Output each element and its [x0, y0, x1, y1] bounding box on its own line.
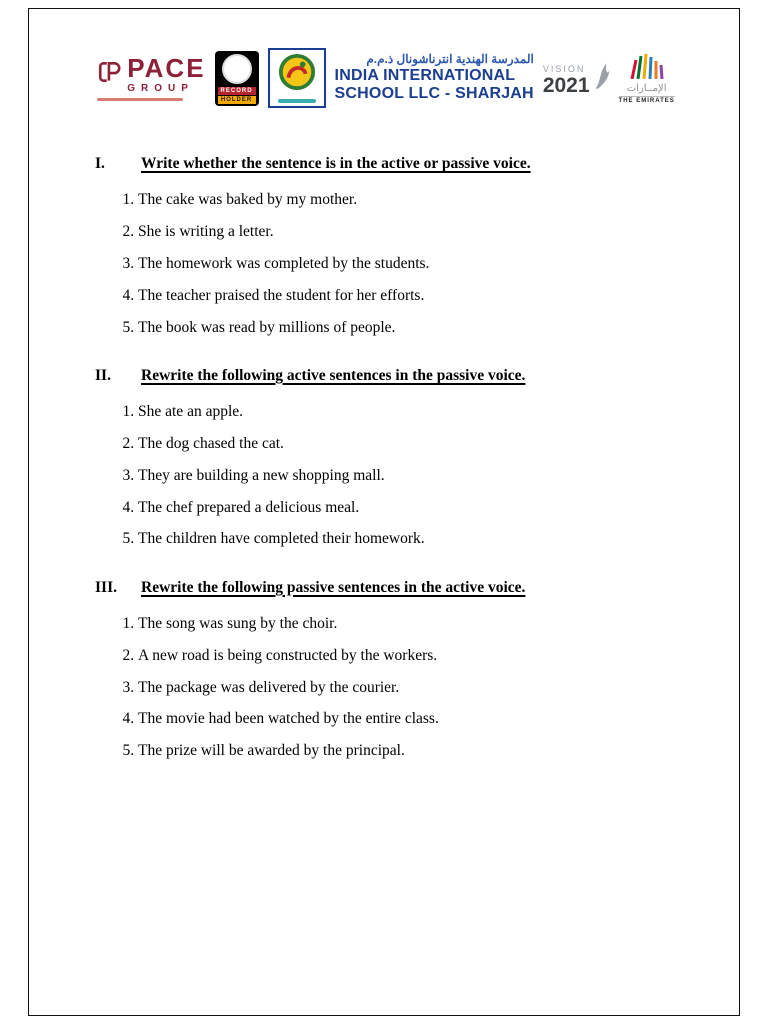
sentence-item: [138, 678, 709, 697]
sentence-item: [138, 254, 709, 273]
vision-year: 2021: [542, 73, 590, 97]
sentence-text: The dog chased the cat.: [138, 434, 284, 452]
sentence-text: The package was delivered by the courier.: [138, 678, 400, 696]
sentence-text: The prize will be awarded by the principal.: [138, 742, 405, 760]
emirates-bars-icon: [625, 53, 669, 83]
sentence-text: The book was read by millions of people.: [138, 318, 396, 336]
guinness-emblem-icon: [222, 54, 252, 84]
school-emblem-icon: [278, 53, 316, 96]
school-name-block: [335, 53, 534, 103]
section-active-passive-identify: [63, 155, 709, 337]
sentence-item: [138, 222, 709, 241]
section-title: Rewrite the following passive sentences in the active voice.: [141, 578, 526, 596]
sentence-item: [138, 646, 709, 665]
document-header: [63, 45, 709, 111]
section-numeral: II.: [95, 366, 111, 384]
sentence-item: [138, 741, 709, 760]
vision-label: VISION: [542, 63, 586, 74]
section-numeral: III.: [95, 578, 117, 596]
sentence-item: [138, 318, 709, 337]
section-active-to-passive: [63, 367, 709, 549]
sentence-text: The movie had been watched by the entire class.: [138, 710, 439, 728]
pace-logo-icon: [97, 59, 123, 90]
sentence-item: [138, 190, 709, 209]
vision-2021-logo: [543, 61, 610, 96]
pace-group-wordmark: GROUP: [127, 83, 194, 94]
sentence-text: They are building a new shopping mall.: [138, 466, 385, 484]
school-emblem-tagline: [278, 99, 316, 103]
sentence-item: [138, 286, 709, 305]
sentence-list: [63, 402, 709, 549]
falcon-icon: [592, 61, 610, 96]
sentence-list: [63, 190, 709, 337]
pace-wordmark: PACE: [127, 53, 206, 83]
sentence-text: The chef prepared a delicious meal.: [138, 498, 360, 516]
sentence-text: The homework was completed by the students.: [138, 254, 430, 272]
section-heading: [95, 367, 709, 385]
school-name-arabic: المدرسة الهندية انترناشونال ذ.م.م: [366, 51, 534, 66]
section-heading: [95, 155, 709, 173]
sentence-item: [138, 498, 709, 517]
worksheet-content: [63, 155, 709, 761]
sentence-text: The teacher praised the student for her efforts.: [138, 286, 425, 304]
school-name-line2: SCHOOL LLC - SHARJAH: [334, 85, 534, 103]
uae-emirates-logo: [619, 53, 675, 104]
guinness-holder-label: HOLDER: [218, 96, 256, 104]
pace-group-logo: [97, 55, 205, 101]
sentence-item: [138, 709, 709, 728]
sentence-text: The song was sung by the choir.: [138, 614, 338, 632]
section-title: Rewrite the following active sentences in the passive voice.: [141, 366, 526, 384]
sentence-text: The cake was baked by my mother.: [138, 191, 358, 208]
sentence-item: [138, 434, 709, 453]
section-heading: [95, 579, 709, 597]
sentence-item: [138, 466, 709, 485]
page-border: [28, 8, 740, 1016]
emirates-arabic-label: الإمــارات: [626, 82, 667, 94]
guinness-record-holder-badge: [215, 51, 259, 106]
sentence-text: A new road is being constructed by the workers.: [138, 646, 438, 664]
section-numeral: I.: [95, 155, 105, 172]
guinness-record-label: RECORD: [218, 87, 256, 95]
school-name-line1: INDIA INTERNATIONAL: [334, 67, 516, 85]
sentence-text: The children have completed their homework.: [138, 530, 425, 548]
sentence-item: [138, 614, 709, 633]
emirates-english-label: THE EMIRATES: [618, 97, 675, 104]
sentence-list: [63, 614, 709, 761]
section-passive-to-active: [63, 579, 709, 761]
sentence-item: [138, 402, 709, 421]
sentence-item: [138, 529, 709, 548]
sentence-text: She is writing a letter.: [138, 222, 274, 240]
sentence-text: She ate an apple.: [138, 402, 244, 420]
school-emblem-box: [268, 48, 326, 108]
pace-tagline-text: [97, 98, 183, 101]
section-title: Write whether the sentence is in the active or passive voice.: [141, 155, 531, 172]
